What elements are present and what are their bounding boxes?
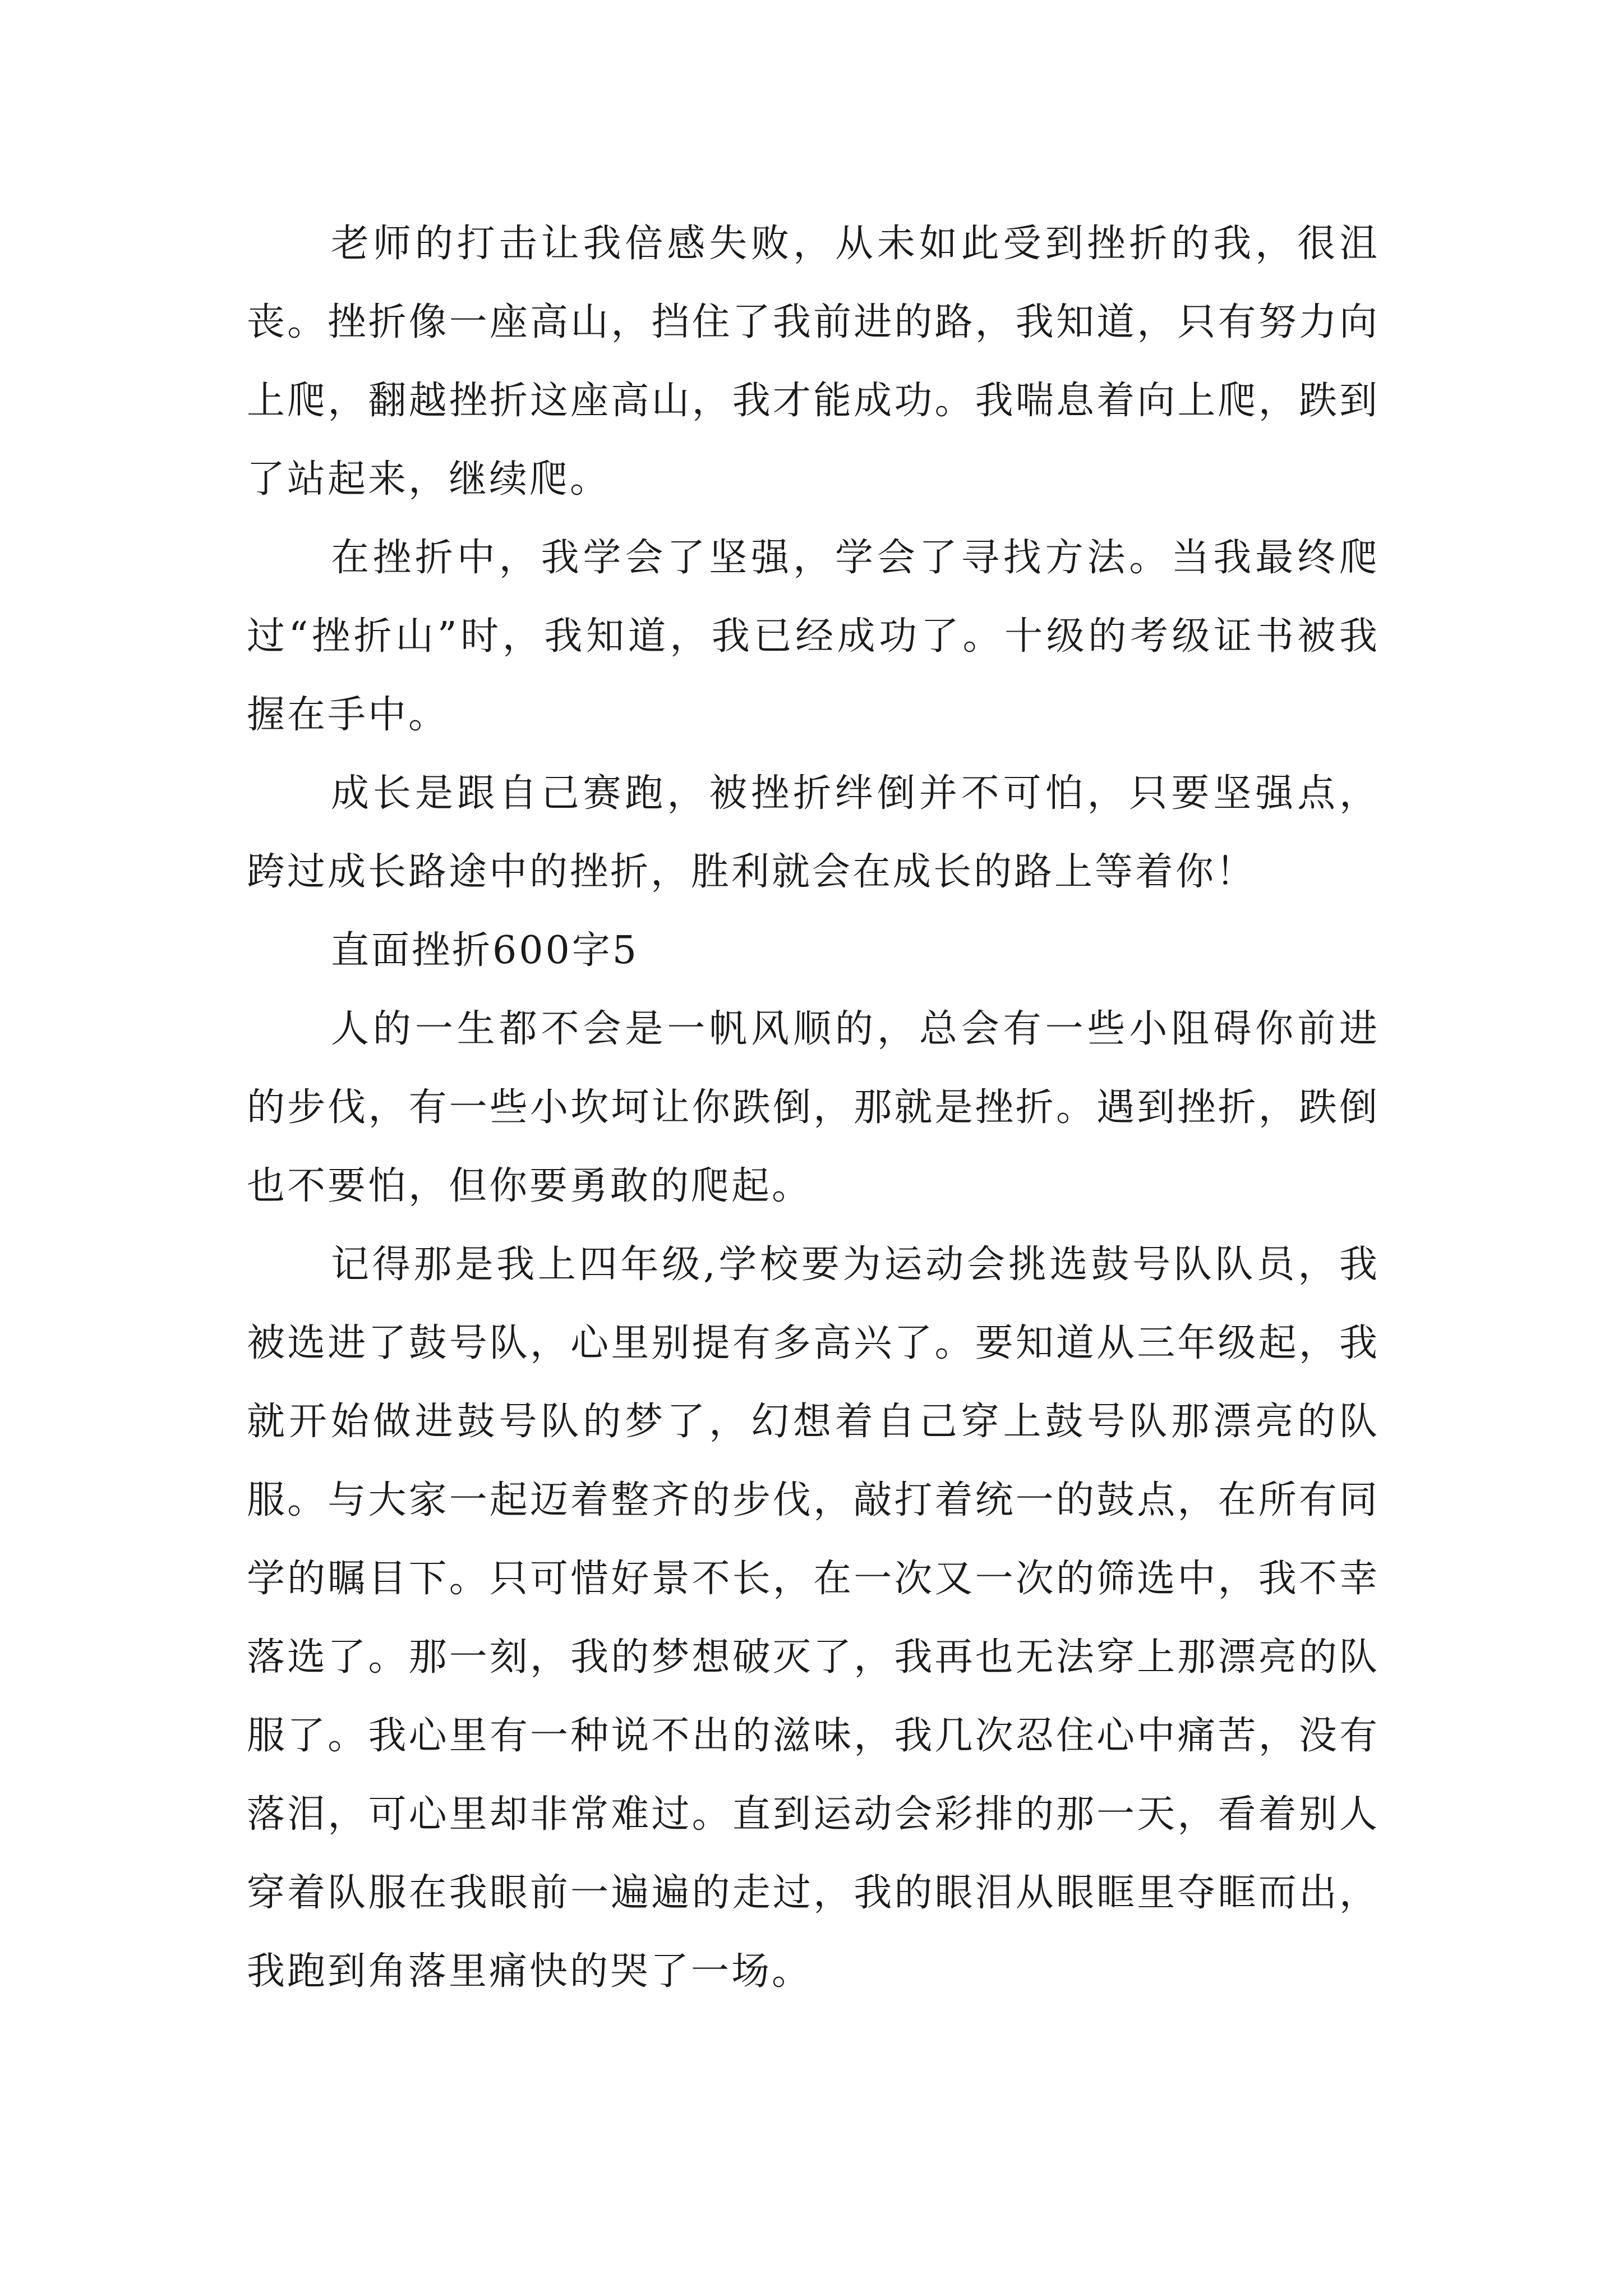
document-body	[247, 205, 1380, 2011]
paragraph-2: 在挫折中，我学会了坚强，学会了寻找方法。当我最终爬过“挫折山”时，我知道，我已经成功了。十级的考级证书被我握在手中。	[247, 536, 1380, 737]
section-heading: 直面挫折600字5	[331, 928, 639, 973]
paragraph-1: 老师的打击让我倍感失败，从未如此受到挫折的我，很沮丧。挫折像一座高山，挡住了我前进的路，我知道，只有努力向上爬，翻越挫折这座高山，我才能成功。我喘息着向上爬，跌到了站起来，继续爬。	[247, 222, 1380, 501]
paragraph-4: 人的一生都不会是一帆风顺的，总会有一些小阻碍你前进的步伐，有一些小坎坷让你跌倒，那就是挫折。遇到挫折，跌倒也不要怕，但你要勇敢的爬起。	[247, 1007, 1380, 1208]
paragraph-3: 成长是跟自己赛跑，被挫折绊倒并不可怕，只要坚强点，跨过成长路途中的挫折，胜利就会在成长的路上等着你！	[247, 771, 1380, 894]
paragraph-5: 记得那是我上四年级,学校要为运动会挑选鼓号队队员，我被选进了鼓号队，心里别提有多高兴了。要知道从三年级起，我就开始做进鼓号队的梦了，幻想着自己穿上鼓号队那漂亮的队服。与大家一起迈着整齐的步伐，敲打着统一的鼓点，在所有同学的瞩目下。只可惜好景不长，在一次又一次的筛选中，我不幸落选了。那一刻，我的梦想破灭了，我再也无法穿上那漂亮的队服了。我心里有一种说不出的滋味，我几次忍住心中痛苦，没有落泪，可心里却非常难过。直到运动会彩排的那一天，看着别人穿着队服在我眼前一遍遍的走过，我的眼泪从眼眶里夺眶而出，我跑到角落里痛快的哭了一场。	[247, 1243, 1380, 1994]
